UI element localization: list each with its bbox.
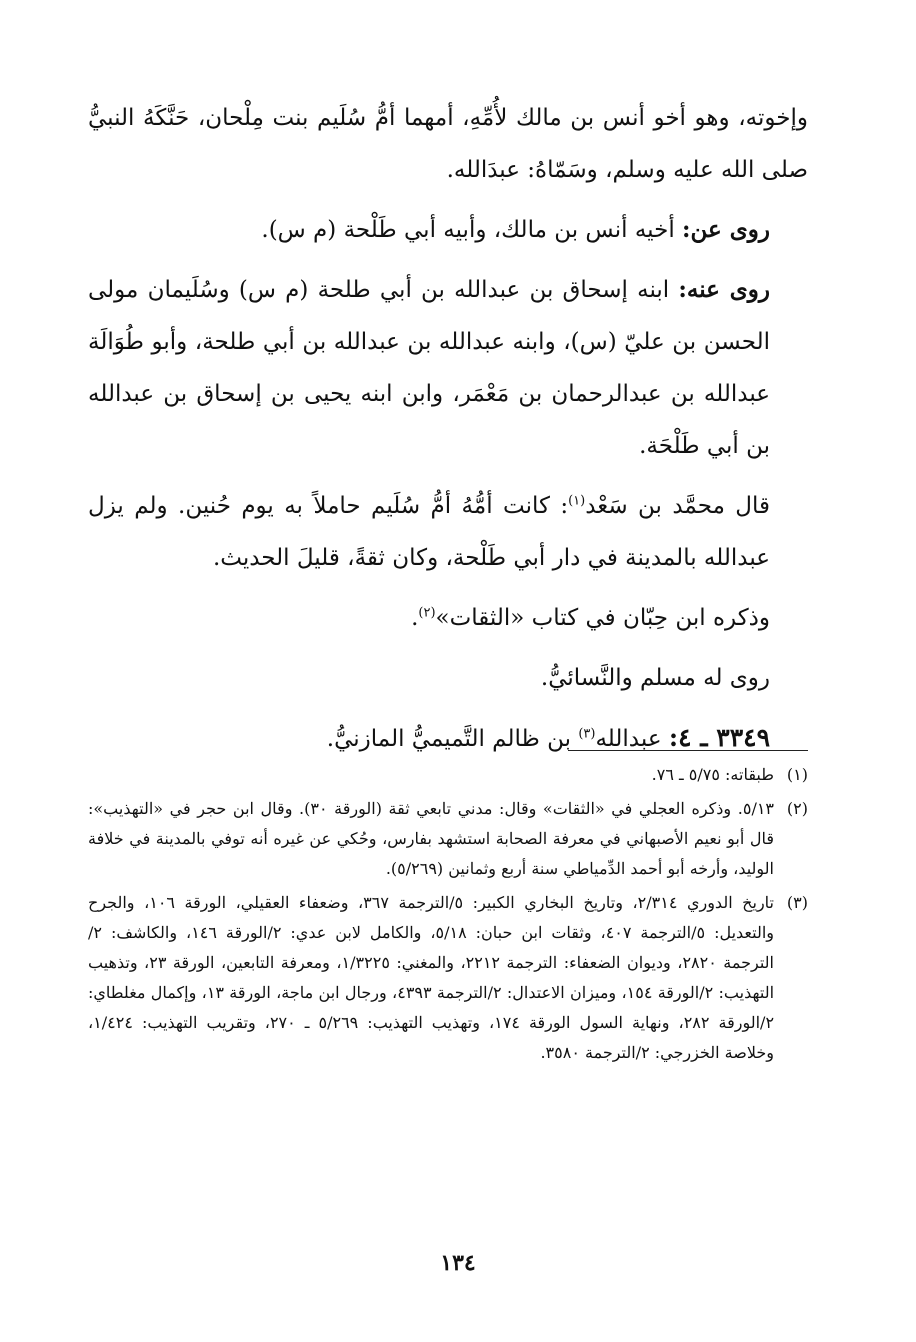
footnote-number: (٢) <box>786 799 808 818</box>
ibn-sad-intro: قال محمَّد بن سَعْد <box>585 493 770 519</box>
entry-number: ٣٣٤٩ ـ ٤: <box>668 723 770 752</box>
narrated-from-text: أخيه أنس بن مالك، وأبيه أبي طَلْحة (م س). <box>261 217 675 243</box>
footnote-number: (٣) <box>786 893 808 912</box>
entry-name-start: عبدالله <box>595 726 662 752</box>
ibn-sad-quote: : كانت أمُّهُ أمُّ سُلَيم حاملاً به يوم حُنين. ولم يزل عبدالله بالمدينة في دار أبي طَلْحة، وكان ثقةً، قليلَ الحديث. <box>88 493 770 571</box>
ibn-hibban-text: وذكره ابن حِبّان في كتاب «الثقات» <box>435 605 770 631</box>
paragraph-biography <box>88 92 808 196</box>
paragraph-narrated-from <box>88 204 808 256</box>
footnote-text: ٥/١٣. وذكره العجلي في «الثقات» وقال: مدني تابعي ثقة (الورقة ٣٠). وقال ابن حجر في «التهذيب»: قال أبو نعيم الأصبهاني في معرفة الصحابة استشهد بفارس، وحُكي عن غيره أنه توفي بالمدينة في خلافة الوليد، وأرخه أبو أحمد الدِّمياطي سنة أربع وثمانين (٥/٢٦٩). <box>88 799 775 878</box>
biography-text: وإخوته، وهو أخو أنس بن مالك لأُمِّهِ، أمهما أمُّ سُلَيم بنت مِلْحان، حَنَّكَهُ النبيُّ صلى الله عليه وسلم، وسَمّاهُ: عبدَالله. <box>88 105 808 183</box>
footnote-ref-3[interactable]: (٣) <box>578 726 596 742</box>
footnote-text: تاريخ الدوري ٢/٣١٤، وتاريخ البخاري الكبير: ٥/الترجمة ٣٦٧، وضعفاء العقيلي، الورقة ١٠٦، والجرح والتعديل: ٥/الترجمة ٤٠٧، وثقات ابن حبان: ٥/١٨، والكامل لابن عدي: ٢/الورقة ١٤٦، والكاشف: ٢/الترجمة ٢٨٢٠، وديوان الضعفاء: الترجمة ٢٢١٢، والمغني: ١/٣٢٢٥، ومعرفة التابعين، الورقة ٢٣، وتذهيب التهذيب: ٢/الورقة ١٥٤، وميزان الاعتدال: ٢/الترجمة ٤٣٩٣، ورجال ابن ماجة، الورقة ١٣، وإكمال مغلطاي: ٢/الورقة ٢٨٢، ونهاية السول الورقة ١٧٤، وتهذيب التهذيب: ٥/٢٦٩ ـ ٢٧٠، وتقريب التهذيب: ١/٤٢٤، وخلاصة الخزرجي: ٢/الترجمة ٣٥٨٠. <box>88 893 775 1062</box>
muslim-nasai-text: روى له مسلم والنَّسائيُّ. <box>540 665 770 691</box>
entry-name-end: بن ظالم التَّميميُّ المازنيُّ. <box>326 726 572 752</box>
footnote-text: طبقاته: ٥/٧٥ ـ ٧٦. <box>651 765 774 784</box>
paragraph-ibn-hibban <box>88 592 808 644</box>
paragraph-narrated-by-muslim <box>88 652 808 704</box>
footnote-3 <box>88 888 808 1068</box>
narrated-by-label: روى عنه: <box>678 276 770 303</box>
ibn-hibban-end: . <box>411 605 419 631</box>
footnote-divider <box>568 750 808 751</box>
paragraph-ibn-sad <box>88 480 808 584</box>
entry-heading <box>88 712 808 765</box>
page-number: ١٣٤ <box>440 1250 476 1276</box>
paragraph-narrated-by <box>88 264 808 472</box>
footnote-number: (١) <box>786 765 808 784</box>
footnote-1 <box>88 760 808 790</box>
main-text <box>88 92 808 773</box>
footnote-ref-1[interactable]: (١) <box>568 493 586 509</box>
narrated-from-label: روى عن: <box>682 216 770 243</box>
footnote-2 <box>88 794 808 884</box>
narrated-by-text: ابنه إسحاق بن عبدالله بن أبي طلحة (م س) وسُلَيمان مولى الحسن بن عليّ (س)، وابنه عبدالله بن عبدالله بن أبي طلحة، وأبو طُوَالَة عبدالله بن عبدالرحمان بن مَعْمَر، وابن ابنه يحيى بن إسحاق بن عبدالله بن أبي طَلْحَة. <box>88 277 770 459</box>
footnotes-section <box>88 760 808 1072</box>
footnote-ref-2[interactable]: (٢) <box>418 605 436 621</box>
